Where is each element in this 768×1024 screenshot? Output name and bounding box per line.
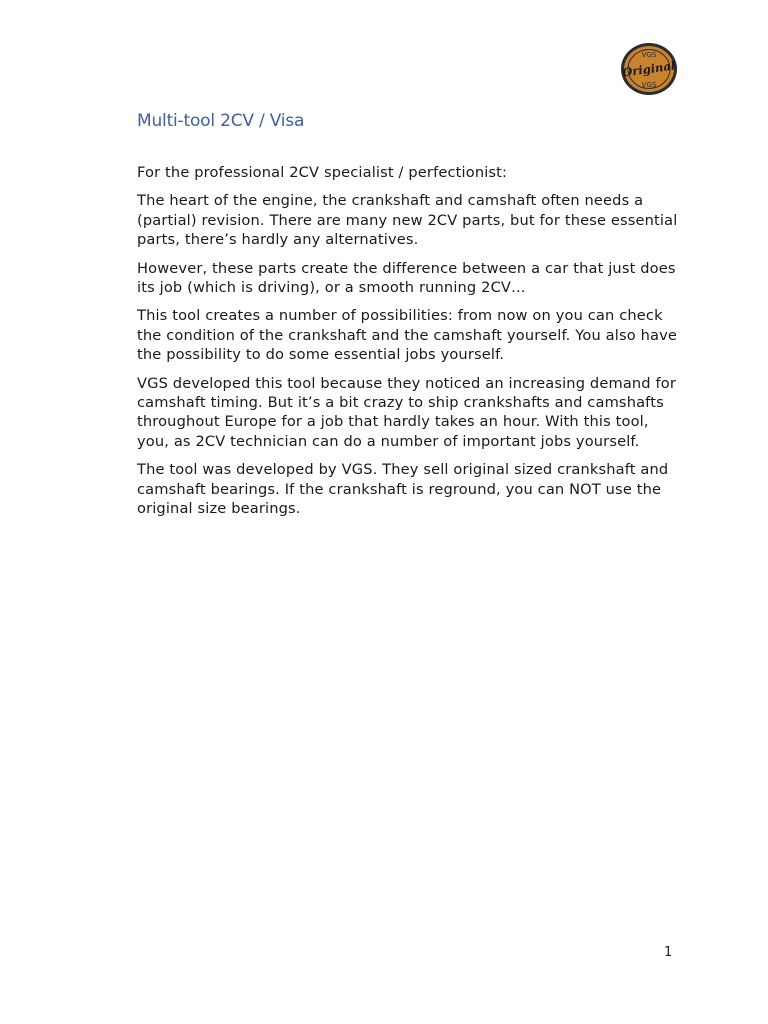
paragraph-difference: However, these parts create the difference between a car that just does its job (which is driving), or a smooth running 2CV…: [137, 259, 676, 297]
logo-top-text: VGS: [641, 51, 657, 59]
original-logo-icon: [620, 42, 678, 96]
paragraph-possibilities: This tool creates a number of possibilities: from now on you can check the condition of the crankshaft and the camshaft yourself. You also have the possibility to do some essential jobs yourself.: [137, 307, 677, 364]
paragraph-heart-of-engine: The heart of the engine, the crankshaft and camshaft often needs a (partial) revision. There are many new 2CV parts, but for these essential parts, there’s hardly any alternatives.: [137, 192, 678, 249]
paragraph-intro: For the professional 2CV specialist / perfectionist:: [137, 164, 508, 181]
page-number: 1: [664, 945, 673, 960]
logo-text: Original: [621, 58, 676, 80]
page-title: Multi-tool 2CV / Visa: [137, 111, 305, 131]
paragraph-bearings: The tool was developed by VGS. They sell original sized crankshaft and camshaft bearings. If the crankshaft is reground, you can NOT use the original size bearings.: [137, 461, 669, 518]
logo-bottom-text: VGS: [641, 81, 657, 89]
body-content: [137, 163, 682, 528]
paragraph-vgs-developed: VGS developed this tool because they noticed an increasing demand for camshaft timing. But it’s a bit crazy to ship crankshafts and camshafts throughout Europe for a job that hardly takes an hour. With this tool, you, as 2CV technician can do a number of important jobs yourself.: [137, 374, 677, 450]
